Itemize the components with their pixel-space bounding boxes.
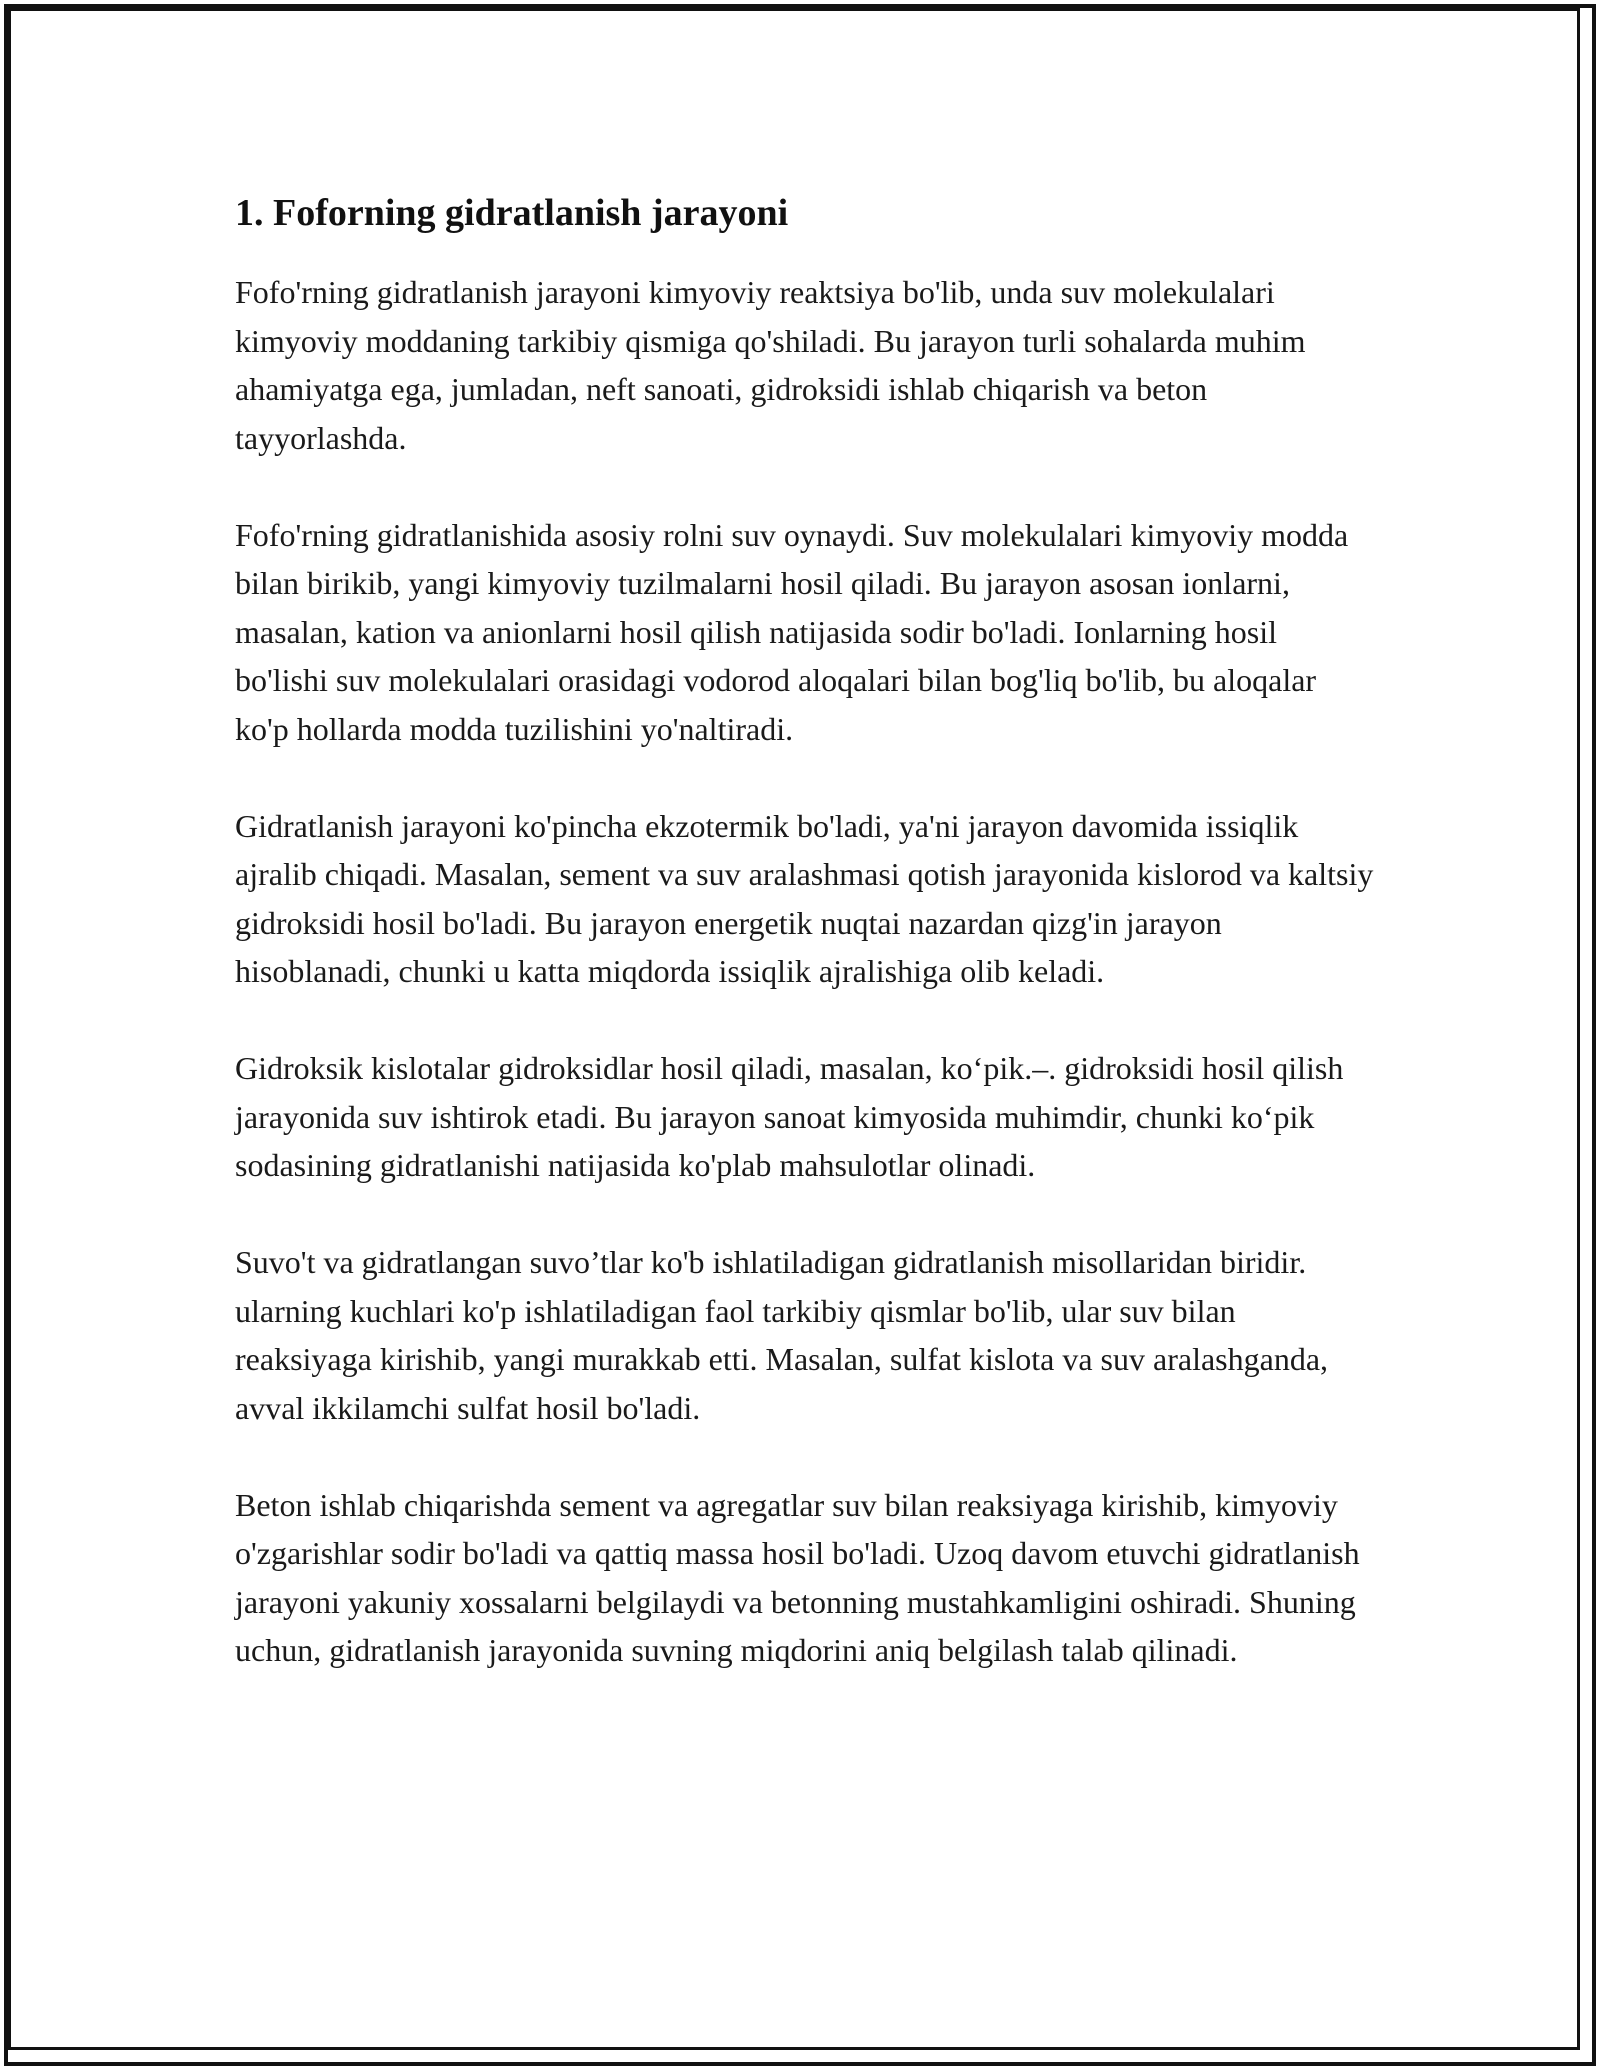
paragraph-4: Gidroksik kislotalar gidroksidlar hosil qiladi, masalan, ko‘pik.–. gidroksidi hosil qilish jarayonida suv ishtirok etadi. Bu jarayon sanoat kimyosida muhimdir, chunki ko‘pik sodasining gidratlanishi natijasida ko'plab mahsulotlar olinadi.	[235, 1050, 1344, 1183]
paragraph-6: Beton ishlab chiqarishda sement va agregatlar suv bilan reaksiyaga kirishib, kimyoviy o'zgarishlar sodir bo'ladi va qattiq massa hosil bo'ladi. Uzoq davom etuvchi gidratlanish jarayoni yakuniy xossalarni belgilaydi va betonning mustahkamligini oshiradi. Shuning uchun, gidratlanish jarayonida suvning miqdorini aniq belgilash talab qilinadi.	[235, 1486, 1360, 1668]
paragraph-3: Gidratlanish jarayoni ko'pincha ekzotermik bo'ladi, ya'ni jarayon davomida issiqlik ajralib chiqadi. Masalan, sement va suv aralashmasi qotish jarayonida kislorod va kaltsiy gidroksidi hosil bo'ladi. Bu jarayon energetik nuqtai nazardan qizg'in jarayon hisoblanadi, chunki u katta miqdorda issiqlik ajralishiga olib keladi.	[235, 807, 1374, 989]
paragraph-1: Fofo'rning gidratlanish jarayoni kimyoviy reaktsiya bo'lib, unda suv molekulalari kimyoviy moddaning tarkibiy qismiga qo'shiladi. Bu jarayon turli sohalarda muhim ahamiyatga ega, jumladan, neft sanoati, gidroksidi ishlab chiqarish va beton tayyorlashda.	[235, 274, 1306, 456]
section-heading: 1. Foforning gidratlanish jarayoni	[235, 192, 789, 234]
paragraph-2: Fofo'rning gidratlanishida asosiy rolni suv oynaydi. Suv molekulalari kimyoviy modda bilan birikib, yangi kimyoviy tuzilmalarni hosil qiladi. Bu jarayon asosan ionlarni, masalan, kation va anionlarni hosil qilish natijasida sodir bo'ladi. Ionlarning hosil bo'lishi suv molekulalari orasidagi vodorod aloqalari bilan bog'liq bo'lib, bu aloqalar ko'p hollarda modda tuzilishini yo'naltiradi.	[235, 516, 1349, 747]
document-body	[235, 186, 1375, 1675]
paragraph-5: Suvo't va gidratlangan suvo’tlar ko'b ishlatiladigan gidratlanish misollaridan biridir. ularning kuchlari ko'p ishlatiladigan faol tarkibiy qismlar bo'lib, ular suv bilan reaksiyaga kirishib, yangi murakkab etti. Masalan, sulfat kislota va suv aralashganda, avval ikkilamchi sulfat hosil bo'ladi.	[235, 1244, 1329, 1426]
